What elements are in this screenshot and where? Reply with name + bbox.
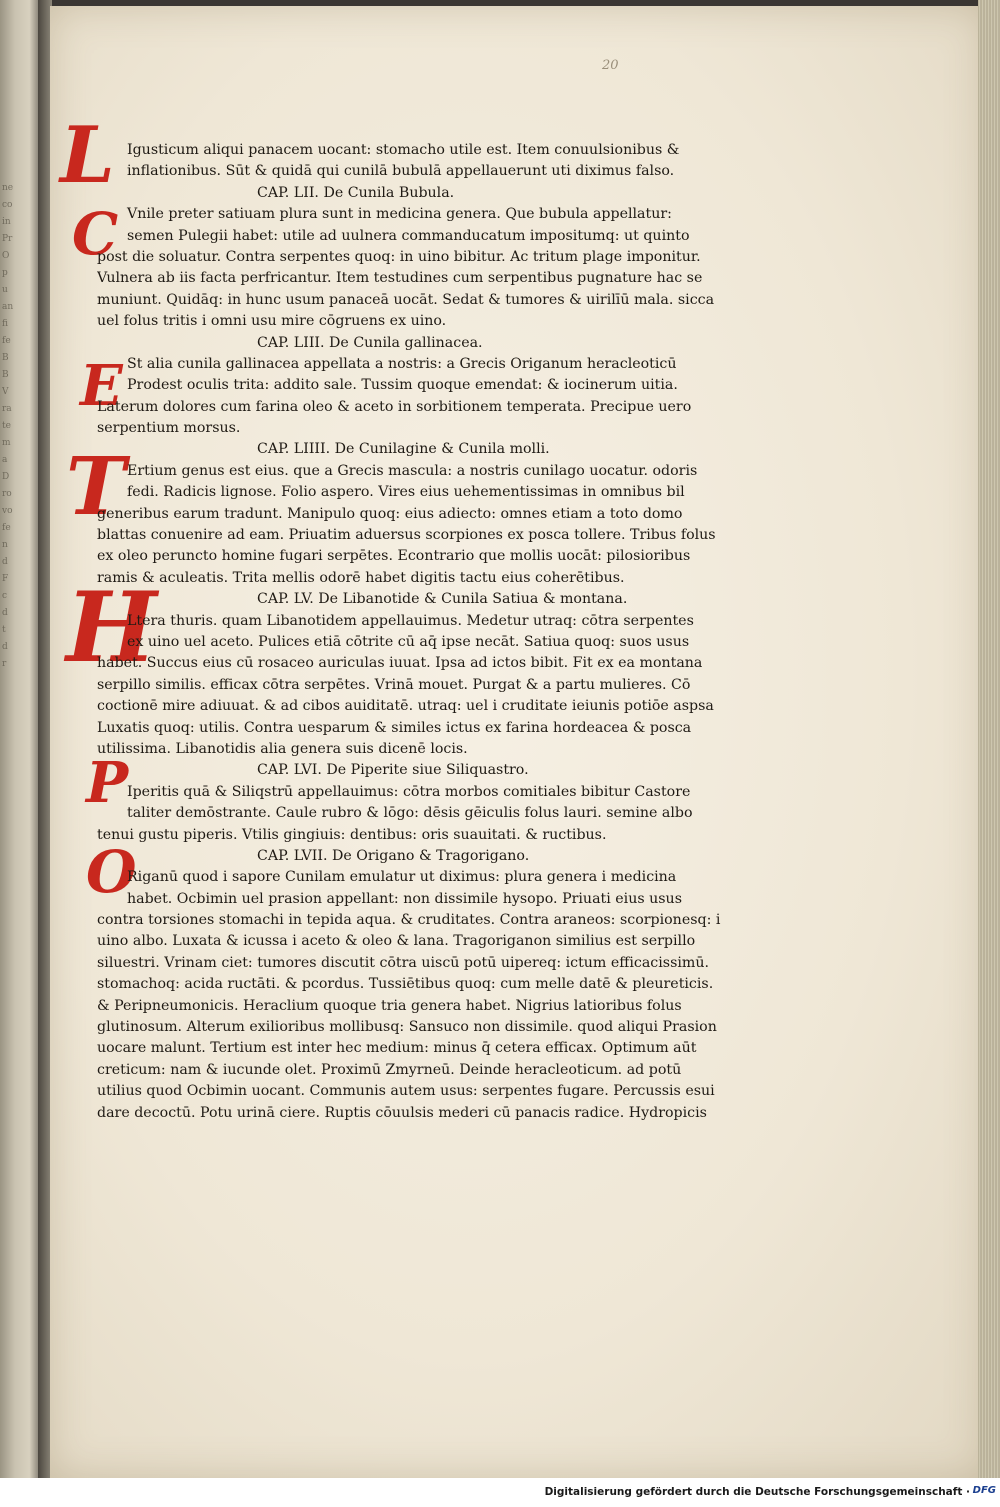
text-line: habet. Ocbimin uel prasion appellant: non dissimile hysopo. Priuati eius usus — [127, 890, 682, 907]
text-line: utilius quod Ocbimin uocant. Communis autem usus: serpentes fugare. Percussis esui — [97, 1083, 715, 1100]
text-line: post die soluatur. Contra serpentes quoq: in uino bibitur. Ac tritum plage imponitur. — [97, 248, 701, 265]
facing-page-fragment: p — [2, 268, 8, 278]
text-line: coctionē mire adiuuat. & ad cibos auiditatē. utraq: uel i cruditate ieiunis potiōe aspsa — [97, 698, 714, 715]
text-line: Ertium genus est eius. que a Grecis mascula: a nostris cunilago uocatur. odoris — [127, 462, 698, 479]
funding-notice: Digitalisierung gefördert durch die Deutsche Forschungsgemeinschaft · — [544, 1486, 970, 1498]
text-line: taliter demōstrante. Caule rubro & lōgo: dēsis gēiculis folus lauri. semine albo — [127, 805, 693, 822]
facing-page-fragment: an — [2, 302, 14, 312]
facing-page-fragment: m — [2, 438, 11, 448]
facing-page-edge — [0, 0, 42, 1478]
facing-page-fragment: a — [2, 455, 8, 465]
initial-E: E — [80, 353, 123, 419]
facing-page-fragment: r — [2, 659, 7, 669]
facing-page-fragment: fe — [2, 523, 11, 533]
text-line: siluestri. Vrinam ciet: tumores discutit cōtra uiscū potū uipereq: ictum efficacissimū. — [97, 954, 709, 971]
text-line: contra torsiones stomachi in tepida aqua. & cruditates. Contra araneos: scorpionesq: i — [97, 912, 721, 929]
text-line: uocare malunt. Tertium est inter hec medium: minus q̄ cetera efficax. Optimum aūt — [97, 1040, 697, 1057]
text-line: Vnile preter satiuam plura sunt in medicina genera. Que bubula appellatur: — [127, 206, 672, 223]
initial-T: T — [66, 439, 126, 533]
facing-page-fragment: V — [2, 387, 9, 397]
initial-H: H — [66, 571, 157, 684]
chapter-heading: CAP. LIII. De Cunila gallinacea. — [257, 334, 483, 351]
text-line: & Peripneumonicis. Heraclium quoque tria genera habet. Nigrius latioribus folus — [97, 997, 682, 1014]
facing-page-fragment: Pr — [2, 234, 13, 244]
text-line: St alia cunila gallinacea appellata a nostris: a Grecis Origanum heracleoticū — [127, 355, 677, 372]
text-line: muniunt. Quidāq: in hunc usum panaceā uocāt. Sedat & tumores & uirilīū mala. sicca — [97, 291, 715, 308]
text-line: inflationibus. Sūt & quidā qui cunilā bubulā appellauerunt uti diximus falso. — [127, 163, 675, 180]
facing-page-fragment: F — [2, 574, 9, 584]
chapter-heading: CAP. LVI. De Piperite siue Siliquastro. — [257, 762, 529, 779]
text-line: Igusticum aliqui panacem uocant: stomacho utile est. Item conuulsionibus & — [127, 142, 680, 158]
facing-page-fragment: ra — [2, 404, 12, 414]
text-line: fedi. Radicis lignose. Folio aspero. Vires eius uehementissimas in omnibus bil — [127, 484, 685, 501]
page-text — [97, 140, 737, 1124]
text-line: Iperitis quā & Siliqstrū appellauimus: cōtra morbos comitiales bibitur Castore — [127, 783, 691, 800]
facing-page-fragment: O — [2, 251, 10, 261]
text-line: stomachoq: acida ructāti. & pcordus. Tussiētibus quoq: cum melle datē & pleureticis. — [97, 976, 714, 993]
chapter-heading: CAP. LV. De Libanotide & Cunila Satiua & montana. — [257, 591, 628, 608]
dfg-logo: DFG — [972, 1485, 996, 1496]
text-line: blattas conuenire ad eam. Priuatim aduersus scorpiones ex posca tollere. Tribus folus — [97, 527, 716, 544]
fore-edge — [978, 0, 1000, 1478]
footer-bar — [0, 1478, 1000, 1507]
facing-page-fragment: c — [2, 591, 8, 601]
text-line: serpentium morsus. — [97, 420, 241, 437]
facing-page-fragment: d — [2, 642, 8, 652]
text-line: Vulnera ab iis facta perfricantur. Item testudines cum serpentibus pugnature hac se — [97, 270, 703, 287]
facing-page-fragment: vo — [2, 506, 13, 516]
facing-page-fragment: ro — [2, 489, 12, 499]
facing-page-fragment: B — [2, 370, 9, 380]
facing-page-fragment: d — [2, 608, 8, 618]
text-line: Laterum dolores cum farina oleo & aceto in sorbitionem temperata. Precipue uero — [97, 398, 692, 415]
text-line: glutinosum. Alterum exilioribus mollibusq: Sansuco non dissimile. quod aliqui Prasion — [97, 1019, 717, 1036]
facing-page-fragment: t — [2, 625, 6, 635]
text-line: Prodest oculis trita: addito sale. Tussim quoque emendat: & iocinerum uitia. — [127, 377, 678, 394]
facing-page-fragment: fe — [2, 336, 11, 346]
text-line: uino albo. Luxata & icussa i aceto & oleo & lana. Tragoriganon similius est serpillo — [97, 933, 696, 950]
facing-page-fragment: ne — [2, 183, 14, 193]
text-line: generibus earum tradunt. Manipulo quoq: eius adiecto: omnes etiam a toto domo — [97, 505, 683, 522]
facing-page-text — [2, 180, 36, 1180]
text-line: uel folus tritis i omni usu mire cōgruens ex uino. — [97, 313, 447, 330]
facing-page-fragment: d — [2, 557, 8, 567]
text-line: serpillo similis. efficax cōtra serpētes. Vrinā mouet. Purgat & a partu mulieres. Cō — [97, 676, 691, 693]
facing-page-fragment: co — [2, 200, 13, 210]
initial-C: C — [72, 200, 119, 268]
folio-number: 20 — [602, 58, 619, 73]
text-line: dare decoctū. Potu urinā ciere. Ruptis cōuulsis mederi cū panacis radice. Hydropicis — [97, 1104, 707, 1121]
text-line: Ltera thuris. quam Libanotidem appellauimus. Medetur utraq: cōtra serpentes — [127, 612, 694, 629]
text-line: ex uino uel aceto. Pulices etiā cōtrite cū aq̄ ipse necāt. Satiua quoq: suos usus — [127, 633, 690, 650]
text-line: creticum: nam & iucunde olet. Proximū Zmyrneū. Deinde heracleoticum. ad potū — [97, 1061, 682, 1078]
text-line: tenui gustu piperis. Vtilis gingiuis: dentibus: oris suauitati. & ructibus. — [97, 826, 607, 843]
chapter-heading: CAP. LIIII. De Cunilagine & Cunila molli. — [257, 441, 550, 458]
text-line: ramis & aculeatis. Trita mellis odorē habet digitis tactu eius coherētibus. — [97, 569, 625, 586]
facing-page-fragment: B — [2, 353, 9, 363]
initial-L: L — [60, 110, 115, 201]
initial-P: P — [86, 750, 129, 816]
chapter-heading: CAP. LVII. De Origano & Tragorigano. — [257, 847, 530, 864]
text-line: habet. Succus eius cū rosaceo auriculas iuuat. Ipsa ad ictos bibit. Fit ex ea montana — [97, 655, 703, 672]
facing-page-fragment: in — [2, 217, 11, 227]
text-line: Riganū quod i sapore Cunilam emulatur ut diximus: plura genera i medicina — [127, 869, 677, 886]
facing-page-fragment: n — [2, 540, 8, 550]
text-line: semen Pulegii habet: utile ad uulnera commanducatum impositumq: ut quinto — [127, 227, 690, 244]
text-line: Luxatis quoq: utilis. Contra uesparum & similes ictus ex farina hordeacea & posca — [97, 719, 692, 736]
chapter-heading: CAP. LII. De Cunila Bubula. — [257, 184, 455, 201]
facing-page-fragment: te — [2, 421, 11, 431]
facing-page-fragment: u — [2, 285, 8, 295]
initial-O: O — [86, 838, 137, 906]
text-line: ex oleo perunctо homine fugari serpētes. Econtrario que mollis uocāt: pilosioribus — [97, 548, 691, 565]
facing-page-fragment: fi — [2, 319, 9, 329]
facing-page-fragment: D — [2, 472, 10, 482]
text-line: utilissima. Libanotidis alia genera suis dicenē locis. — [97, 740, 468, 757]
